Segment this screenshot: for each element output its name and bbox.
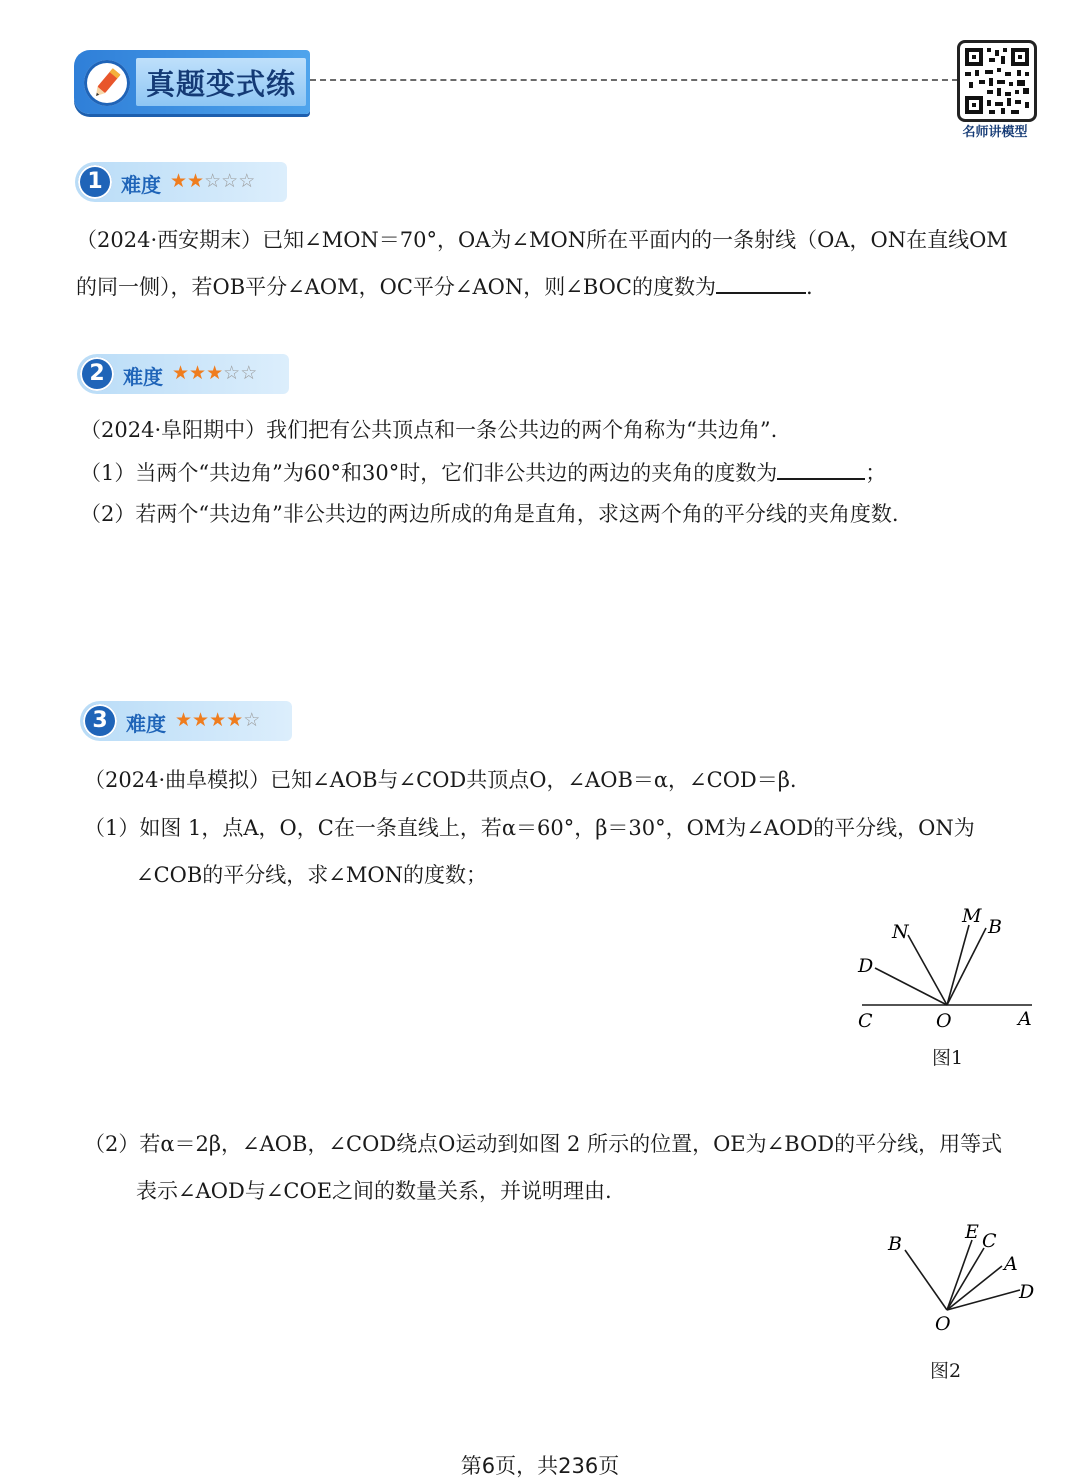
label-B: B	[888, 1233, 902, 1255]
star-filled-icon: ★	[189, 362, 207, 384]
difficulty-label: 难度	[126, 712, 166, 736]
star-filled-icon: ★	[175, 709, 193, 731]
ray-OB	[947, 928, 986, 1005]
star-empty-icon: ☆	[221, 170, 239, 192]
label-N: N	[892, 921, 909, 943]
difficulty-label: 难度	[121, 173, 161, 197]
label-O: O	[936, 1010, 952, 1030]
ray-OM	[947, 925, 969, 1005]
page-number: 第6页，共236页	[460, 1454, 620, 1478]
star-filled-icon: ★	[192, 709, 210, 731]
star-filled-icon: ★	[226, 709, 244, 731]
difficulty-stars	[172, 362, 257, 384]
star-filled-icon: ★	[209, 709, 227, 731]
figure-1-caption: 图1	[932, 1047, 964, 1069]
figure-2	[880, 1218, 1040, 1338]
problem-3-line-4: （2）若α＝2β，∠AOB，∠COD绕点O运动到如图 2 所示的位置，OE为∠BOD的平分线，用等式	[84, 1132, 1003, 1156]
label-B: B	[988, 916, 1002, 938]
qr-code-icon[interactable]	[957, 40, 1037, 122]
label-A: A	[1004, 1253, 1018, 1275]
difficulty-tag-1	[75, 162, 287, 202]
difficulty-tag-3	[80, 701, 292, 741]
label-D: D	[1019, 1281, 1035, 1303]
label-C: C	[982, 1230, 997, 1252]
section-banner	[74, 50, 310, 114]
difficulty-tag-2	[77, 354, 289, 394]
answer-blank[interactable]	[716, 272, 806, 294]
star-filled-icon: ★	[170, 170, 188, 192]
figure-1	[850, 900, 1040, 1030]
answer-blank[interactable]	[777, 458, 865, 480]
problem-2-text: （1）当两个“共边角”为60°和30°时，它们非公共边的两边的夹角的度数为	[80, 461, 778, 485]
problem-3-line-1: （2024·曲阜模拟）已知∠AOB与∠COD共顶点O，∠AOB＝α，∠COD＝β.	[84, 768, 797, 792]
label-E: E	[965, 1221, 979, 1243]
star-empty-icon: ☆	[238, 170, 256, 192]
problem-number: 2	[80, 357, 114, 391]
section-title: 真题变式练	[146, 67, 297, 101]
problem-1-line-1: （2024·西安期末）已知∠MON＝70°，OA为∠MON所在平面内的一条射线（OA，ON在直线OM	[76, 228, 1008, 252]
star-filled-icon: ★	[187, 170, 205, 192]
problem-number: 3	[83, 704, 117, 738]
star-empty-icon: ☆	[240, 362, 258, 384]
ray-OB	[905, 1250, 947, 1310]
difficulty-stars	[175, 709, 260, 731]
star-filled-icon: ★	[206, 362, 224, 384]
difficulty-label: 难度	[123, 365, 163, 389]
problem-2-line-2: （1）当两个“共边角”为60°和30°时，它们非公共边的两边的夹角的度数为 ；	[80, 458, 886, 487]
difficulty-stars	[170, 170, 255, 192]
star-empty-icon: ☆	[223, 362, 241, 384]
qr-caption: 名师讲模型	[962, 125, 1028, 140]
problem-3-line-2: （1）如图 1，点A，O，C在一条直线上，若α＝60°，β＝30°，OM为∠AOD的平分线，ON为	[84, 816, 975, 840]
problem-1-line-2: 的同一侧），若OB平分∠AOM，OC平分∠AON，则∠BOC的度数为 .	[76, 272, 813, 301]
label-M: M	[962, 905, 982, 927]
label-C: C	[858, 1010, 873, 1030]
label-A: A	[1018, 1008, 1032, 1030]
pencil-icon	[84, 60, 130, 106]
label-O: O	[935, 1313, 951, 1335]
problem-3-line-3: ∠COB的平分线，求∠MON的度数；	[136, 863, 488, 887]
problem-1-text: 的同一侧），若OB平分∠AOM，OC平分∠AON，则∠BOC的度数为	[76, 275, 716, 299]
problem-2-line-3: （2）若两个“共边角”非公共边的两边所成的角是直角，求这两个角的平分线的夹角度数.	[80, 502, 899, 526]
header-divider	[310, 79, 958, 81]
problem-number: 1	[78, 165, 112, 199]
problem-2-line-1: （2024·阜阳期中）我们把有公共顶点和一条公共边的两个角称为“共边角”.	[80, 418, 778, 442]
label-D: D	[858, 955, 874, 977]
star-empty-icon: ☆	[243, 709, 261, 731]
problem-3-line-5: 表示∠AOD与∠COE之间的数量关系，并说明理由.	[136, 1179, 612, 1203]
star-empty-icon: ☆	[204, 170, 222, 192]
figure-2-caption: 图2	[930, 1360, 962, 1382]
star-filled-icon: ★	[172, 362, 190, 384]
